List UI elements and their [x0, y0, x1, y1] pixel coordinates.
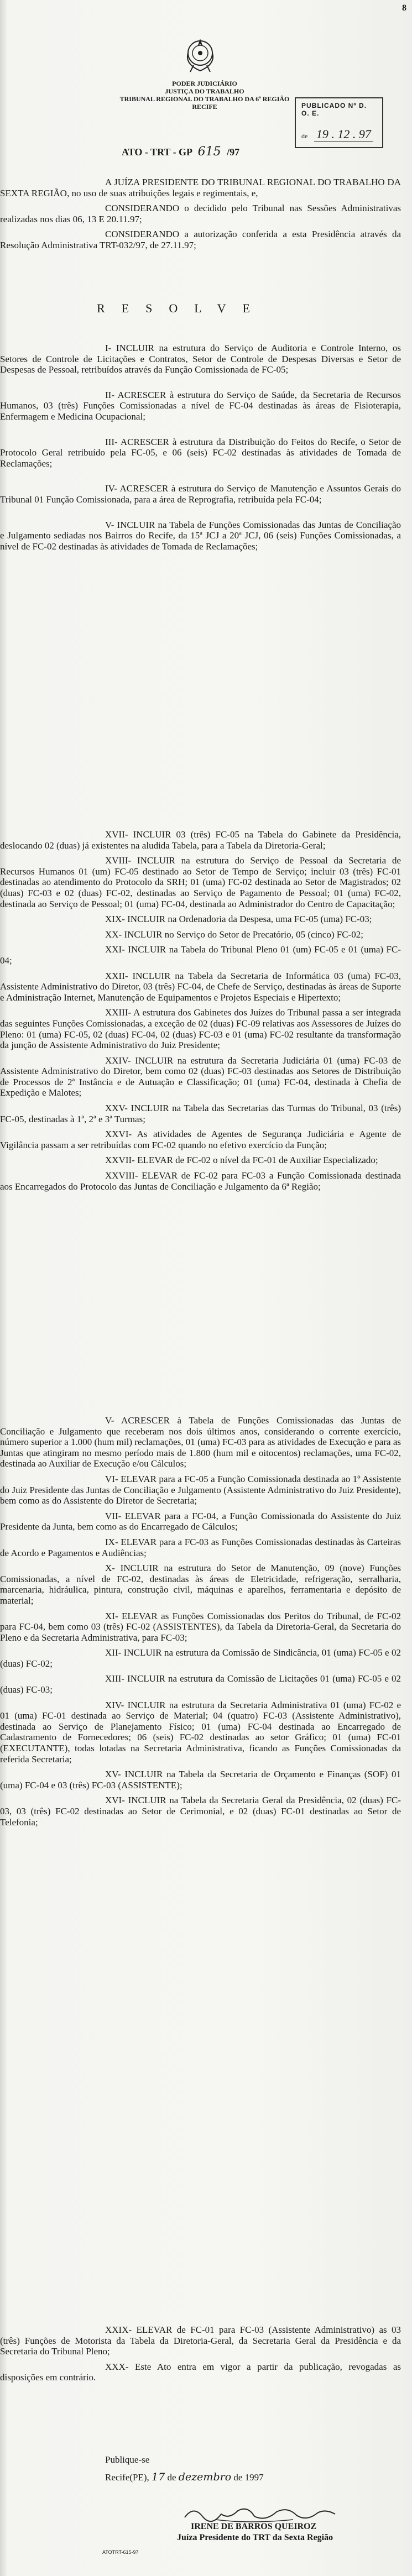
article-paragraph: VI- ELEVAR para a FC-05 a Função Comissionada destinada ao 1º Assistente do Juiz Presidente das Juntas de Conciliação e Julgamento (Assistente Administrativo do Juiz Presidente), bem como as do Assistente do Diretor de Secretaria;: [0, 1473, 401, 1506]
article-paragraph: XXVI- As atividades de Agentes de Segurança Judiciária e Agente de Vigilância passam a ser retribuídas com FC-02 quando no efetivo exercício da Função;: [0, 1129, 401, 1150]
stamp-title: PUBLICADO Nº D. O. E.: [301, 102, 367, 117]
document-code: ATOTRT-615-97: [102, 2549, 139, 2555]
letterhead-line-1: PODER JUDICIÁRIO: [172, 80, 237, 87]
act-year: /97: [227, 146, 240, 158]
article-paragraph: XXX- Este Ato entra em vigor a partir da publicação, revogadas as disposições em contrário.: [0, 2361, 401, 2383]
articles-section-1: [0, 343, 401, 566]
article-paragraph: IV- ACRESCER à estrutura do Serviço de Manutenção e Assuntos Gerais do Tribunal 01 Função Comissionada, para a área de Reprografia, retribuída pela FC-04;: [0, 483, 401, 505]
signatory-name: IRENE DE BARROS QUEIROZ: [191, 2522, 317, 2531]
article-paragraph: XXVIII- ELEVAR de FC-02 para FC-03 a Função Comissionada destinada aos Encarregados do Protocolo das Juntas de Conciliação e Julgamento da 6ª Região;: [0, 1170, 401, 1192]
article-paragraph: II- ACRESCER à estrutura do Serviço de Saúde, da Secretaria de Recursos Humanos, 03 (três) Funções Comissionadas a nível de FC-04 destinadas às áreas de Fisioterapia, Enfermagem e Medicina Ocupacional;: [0, 389, 401, 422]
date-line: Recife(PE), 17 de dezembro de 1997: [105, 2470, 264, 2483]
act-title: [122, 145, 239, 159]
act-prefix: ATO - TRT - GP: [122, 146, 192, 158]
article-paragraph: XXII- INCLUIR na Tabela da Secretaria de Informática 03 (uma) FC-03, Assistente Administrativo do Diretor, 03 (três) FC-04, de Chefe de Serviço, destinadas às áreas de Suporte e Administração Internet, Manutenção de Equipamentos e Projetos Especiais e Hipertexto;: [0, 970, 401, 1003]
article-paragraph: X- INCLUIR na estrutura do Setor de Manutenção, 09 (nove) Funções Comissionadas, a nível de FC-02, destinadas às áreas de Eletricidade, refrigeração, serralharia, marcenaria, hidráulica, pintura, construção civil, máquinas e aparelhos, ferramentaria e depósito de material;: [0, 1563, 401, 1606]
preamble-paragraph: CONSIDERANDO o decidido pelo Tribunal nas Sessões Administrativas realizadas nos dias 06, 13 E 20.11.97;: [0, 203, 401, 224]
article-paragraph: XX- INCLUIR no Serviço do Setor de Precatório, 05 (cinco) FC-02;: [105, 929, 363, 940]
publish-line: Publique-se: [105, 2454, 150, 2465]
article-paragraph: III- ACRESCER à estrutura da Distribuição do Feitos do Recife, o Setor de Protocolo Geral retribuído pela FC-05, e 06 (seis) FC-02 destinadas às atividades de Tomada de Reclamações;: [0, 436, 401, 469]
preamble-paragraph: A JUÍZA PRESIDENTE DO TRIBUNAL REGIONAL DO TRABALHO DA SEXTA REGIÃO, no uso de suas atribuições legais e regimentais, e,: [0, 177, 401, 198]
preamble: [0, 177, 401, 255]
article-paragraph: XIX- INCLUIR na Ordenadoria da Despesa, uma FC-05 (uma) FC-03;: [105, 914, 372, 925]
article-paragraph: XIV- INCLUIR na estrutura da Secretaria Administrativa 01 (uma) FC-02 e 01 (uma) FC-01 destinada ao Serviço de Material; 04 (quatro) FC-03 (Assistente Administrativo), destinada ao Serviço de Planejamento Físico; 01 (uma) FC-04 destinada ao Encarregado de Cadastramento de Fornecedores; 06 (seis) FC-02 destinadas ao setor Gráfico; 01 (uma) FC-01 (EXECUTANTE), todas lotadas na Secretaria Administrativa, ficando as Funções Comissionadas da referida Secretaria;: [0, 1699, 401, 1765]
article-paragraph: V- INCLUIR na Tabela de Funções Comissionadas das Juntas de Conciliação e Julgamento sediadas nos Bairros do Recife, da 15ª JCJ a 20ª JCJ, 06 (seis) Funções Comissionadas, a nível de FC-02 destinadas às atividades de Tomada de Reclamações;: [0, 519, 401, 552]
signatory-role: Juíza Presidente do TRT da Sexta Região: [177, 2533, 333, 2542]
date-day: 17: [152, 2470, 165, 2483]
act-number: 615: [197, 145, 221, 159]
preamble-paragraph: CONSIDERANDO a autorização conferida a esta Presidência através da Resolução Administrativa TRT-032/97, de 27.11.97;: [0, 229, 401, 250]
article-paragraph: XII- INCLUIR na estrutura da Comissão de Sindicância, 01 (uma) FC-05 e 02 (duas) FC-02;: [0, 1647, 401, 1669]
article-paragraph: XVII- INCLUIR 03 (três) FC-05 na Tabela do Gabinete da Presidência, deslocando 02 (duas) já existentes na aludida Tabela, para a Tabela da Diretoria-Geral;: [0, 829, 401, 851]
article-paragraph: XVI- INCLUIR na Tabela da Secretaria Geral da Presidência, 02 (duas) FC-03, 03 (três) FC-02 destinadas ao Setor de Cerimonial, e 02 (duas) FC-01 destinadas ao Setor de Telefonia;: [0, 1795, 401, 1828]
article-paragraph: IX- ELEVAR para a FC-03 as Funções Comissionadas destinadas às Carteiras de Acordo e Pagamentos e Audiências;: [0, 1536, 401, 1558]
letterhead-line-3: TRIBUNAL REGIONAL DO TRABALHO DA 6ª REGIÃO: [119, 95, 290, 103]
letterhead-line-2: JUSTIÇA DO TRABALHO: [165, 87, 244, 95]
article-paragraph: I- INCLUIR na estrutura do Serviço de Auditoria e Controle Interno, os Setores de Controle de Licitações e Contratos, Setor de Controle de Despesas Diversas e Setor de Despesas de Pessoal, retribuídos através da Função Comissionada de FC-05;: [0, 343, 401, 375]
closing-block: [0, 2454, 401, 2483]
articles-section-3: [0, 1415, 401, 1832]
article-paragraph: V- ACRESCER à Tabela de Funções Comissionadas das Juntas de Conciliação e Julgamento que receberam nos dois últimos anos, considerando o corrente exercício, número superior a 1.000 (hum mil) reclamações, 01 (uma) FC-03 para as atividades de Execução e para as Juntas que atingiram no mesmo período mais de 1.800 (hum mil e oitocentos) reclamações, uma FC-02, destinada ao Auxiliar de Execução e/ou Cálculos;: [0, 1415, 401, 1469]
city-label: Recife(PE),: [105, 2472, 149, 2483]
page-number: 8: [402, 3, 406, 13]
coat-of-arms-icon: [177, 31, 223, 77]
article-paragraph: XXI- INCLUIR na Tabela do Tribunal Pleno 01 (um) FC-05 e 01 (uma) FC-04;: [0, 944, 401, 966]
articles-section-4: [0, 2324, 401, 2387]
article-paragraph: XIII- INCLUIR na estrutura da Comissão de Licitações 01 (uma) FC-05 e 02 (duas) FC-03;: [0, 1673, 401, 1695]
publication-stamp: [295, 97, 383, 148]
article-paragraph: XXVII- ELEVAR de FC-02 o nível da FC-01 de Auxiliar Especializado;: [105, 1155, 378, 1166]
date-month: dezembro: [178, 2470, 232, 2483]
articles-section-2: [0, 829, 401, 1196]
letterhead-line-4: RECIFE: [192, 103, 217, 111]
stamp-date: 19 . 12 . 97: [314, 127, 373, 142]
article-paragraph: XXIII- A estrutura dos Gabinetes dos Juízes do Tribunal passa a ser integrada das seguintes Funções Comissionadas, a exceção de 02 (duas) FC-09 relativas aos Assessores de Juízes do Pleno: 01 (uma) FC-05, 02 (duas) FC-04, 02 (duas) FC-03 e 01 (uma) FC-02 resultante da transformação da junção de Assistente Administrativo do Juiz Presidente;: [0, 1007, 401, 1051]
article-paragraph: XVIII- INCLUIR na estrutura do Serviço de Pessoal da Secretaria de Recursos Humanos 01 (um) FC-05 destinado ao Setor de Tempo de Serviço; incluir 03 (três) FC-01 destinadas ao atendimento do Protocolo da SRH; 01 (uma) FC-02 destinada ao Setor de Magistrados; 02 (duas) FC-03 e 02 (duas) FC-02, destinadas ao Serviço de Pagamento de Pessoal; 01 (uma) FC-02, destinada ao Serviço de Pessoal; 01 (uma) FC-04, destinada ao Administrador do Centro de Capacitação;: [0, 855, 401, 909]
date-year: de 1997: [233, 2472, 264, 2483]
article-paragraph: XXIX- ELEVAR de FC-01 para FC-03 (Assistente Administrativo) as 03 (três) Funções de Motorista da Tabela da Diretoria-Geral, da Secretaria Geral da Presidência e da Secretaria do Tribunal Pleno;: [0, 2324, 401, 2357]
resolve-heading: RESOLVE: [97, 301, 267, 315]
stamp-prefix: de: [301, 132, 308, 140]
article-paragraph: XV- INCLUIR na Tabela da Secretaria de Orçamento e Finanças (SOF) 01 (uma) FC-04 e 03 (três) FC-03 (ASSISTENTE);: [0, 1769, 401, 1790]
article-paragraph: XXIV- INCLUIR na estrutura da Secretaria Judiciária 01 (uma) FC-03 de Assistente Administrativo do Diretor, bem como 02 (duas) FC-03 destinadas aos Setores de Distribuição de Processos de 2ª Instância e de Autuação e Classificação; 01 (uma) FC-04, destinada à Chefia de Expedição e Malotes;: [0, 1055, 401, 1098]
article-paragraph: XI- ELEVAR as Funções Comissionadas dos Peritos do Tribunal, de FC-02 para FC-04, bem como 03 (três) FC-02 (ASSISTENTES), da Tabela da Diretoria-Geral, da Secretaria do Pleno e da Secretaria Administrativa, para FC-03;: [0, 1610, 401, 1643]
article-paragraph: XXV- INCLUIR na Tabela das Secretarias das Turmas do Tribunal, 03 (três) FC-05, destinadas à 1ª, 2ª e 3ª Turmas;: [0, 1103, 401, 1124]
article-paragraph: VII- ELEVAR para a FC-04, a Função Comissionada do Assistente do Juiz Presidente da Junta, bem como as do Encarregado de Cálculos;: [0, 1510, 401, 1532]
